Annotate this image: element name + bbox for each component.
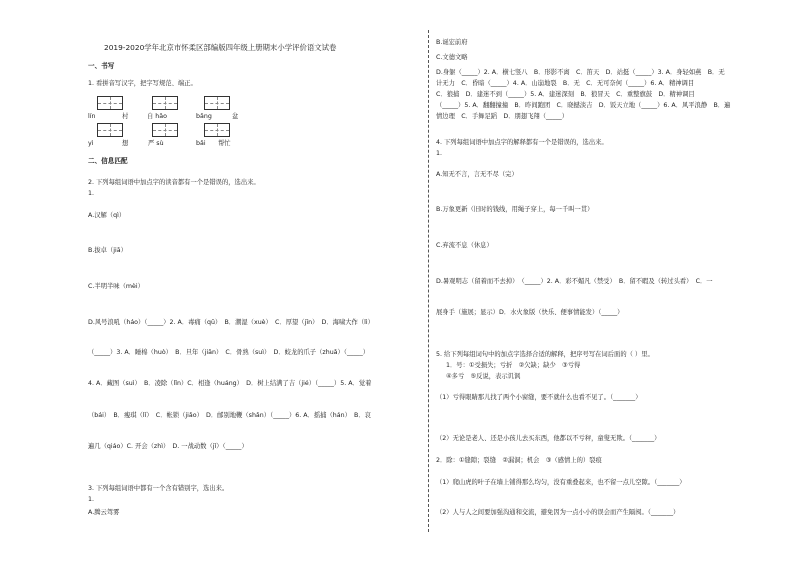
sentence-item: （1）爬山虎的叶子在墙上铺得那么均匀，没有重叠起来，也不留一点儿空隙。（_______） — [436, 479, 686, 486]
answer-option: B.诞宏前府 — [436, 39, 468, 46]
answer-option: D.风号浪吼（háo）（_____）2. A．毒痛（qū） B．潮湿（xuè） C．厚望（jīn） D．海啸大作（lì） — [88, 319, 374, 326]
answer-option: D.暑观明志（留着而不去掉） （_____）2. A．彩不媚凡（禁受） B．留不暇及（转过头看） C．一 — [436, 278, 713, 285]
answer-option: A.知无不言，言无不尽（完） — [436, 171, 518, 178]
pinyin-label: bǎi — [196, 140, 206, 147]
answer-option: 4. A．藏图（suì） B．凌除（lǐn）C．相逢（huáng） D．树上结满了吉（jié）（_____）5. A．觉着 — [88, 380, 372, 387]
sentence-item: （1）亏得眼睛那儿找了两个小窗缝，要不就什么也看不见了。（_______） — [436, 394, 642, 401]
answer-option: （_____）5. A．翻翻撞撞 B．昨间跑团 C．晓撼淡吉 D．饭天立地（_____）6. A．风平浪静 B．遍 — [436, 102, 731, 109]
column-divider — [428, 30, 429, 532]
answer-option: 计无力 C．昏暗（_____）4. A．山崩地裂 B．无 C．无可奈何（_____）6. A．精神调目 — [436, 80, 695, 87]
writing-grid — [97, 123, 123, 137]
pinyin-label: 严 sù — [148, 140, 164, 147]
question-text: 5. 给下列每组词句中的加点字选择合适的解释，把序号写在词后面的（ ）里。 — [436, 351, 654, 358]
answer-option: 展身手（施展；显示）D．水火象版（快乐、便事情能发）（_____） — [436, 309, 624, 316]
writing-grid — [152, 96, 178, 110]
question-text: 4. 下列每组词语中加点字的解释都有一个是错误的，选出来。 — [436, 139, 608, 146]
answer-option: D.身躯（_____）2. A．横七竖八 B．形影不离 C．笛天 D．站挺（_____）3. A．身轻如燕 B．无 — [436, 69, 725, 76]
word-label: 帮忙 — [218, 140, 231, 147]
writing-grid — [152, 123, 178, 137]
answer-option: C.弃流不息（休息） — [436, 242, 493, 249]
answer-option: 情边理 C．手舞足蹈 D．朋翅飞翔（_____） — [436, 113, 569, 120]
pinyin-label: 自 hǎo — [147, 113, 168, 120]
sentence-item: （2）无论是老人、还是小孩儿去买东西，他都以不亏秤，童叟无欺。（_______） — [436, 435, 661, 442]
answer-option: C．狼捕 D．建迷不到（_____）5. A．建迷深刻 B．狼冒天 C．重整旗鼓 D．精神调目 — [436, 91, 695, 98]
question-text: 1. 看拼音写汉字，把字写规范、端正。 — [88, 80, 197, 87]
section-heading: 一、书写 — [88, 62, 115, 70]
question-text: 2. 下列每组词语中加点字的读音都有一个是错误的，选出来。 — [88, 179, 260, 186]
question-number: 1. — [436, 150, 443, 157]
answer-option: B.拔卓（jiā） — [88, 247, 127, 254]
page-title: 2019-2020学年北京市怀柔区部编版四年级上册期末小学评价语文试卷 — [104, 43, 337, 52]
answer-option: C.半明半味（mèi） — [88, 283, 144, 290]
pinyin-label: yì — [88, 140, 94, 147]
answer-option: A.腾云驾雾 — [88, 509, 120, 516]
question-number: 1. — [88, 190, 95, 197]
definition-list: ④多亏 ⑤反说，表示讥讽 — [446, 373, 521, 380]
writing-grid — [97, 96, 123, 110]
answer-option: C.文德文略 — [436, 54, 468, 61]
answer-option: A.汉解（qì） — [88, 212, 126, 219]
pinyin-label: lín — [88, 113, 96, 120]
writing-grid — [204, 96, 230, 110]
answer-option: （_____）3. A．睡棉（huò） B．旦年（jiān） C．骨熟（suì） D．蛟龙的爪子（zhuǎ）（_____） — [88, 349, 370, 356]
sentence-item: （2）人与人之间要加强沟通和交流，避免因为一点小小的误会而产生隔阂。（_______） — [436, 509, 680, 516]
question-text: 3. 下列每组词语中都有一个含有错别字，选出来。 — [88, 485, 229, 492]
pinyin-label: bǎng — [196, 113, 212, 120]
definition-list: 2．除：①缝隙；裂缝 ②漏洞；机会 ③（感情上的）裂痕 — [436, 457, 602, 464]
word-label: 盆 — [232, 113, 239, 120]
word-label: 想 — [122, 140, 129, 147]
answer-option: 遍几（qiáo）C. 开会（zhì） D. 一战动数（jǐ）（_____） — [88, 443, 248, 450]
answer-option: （bái） B．瘦琪（lǐ） C．帐锁（jiǎo） D．邮别地鞭（shǎn）（_____）6. A．摇捕（hán） B．哀 — [88, 412, 371, 419]
answer-option: B.万象更新（旧时的钱线，用绳子穿上，每一千叫一贯） — [436, 206, 594, 213]
definition-list: 1．号：①受损失；亏折 ②欠缺；缺少 ③亏得 — [446, 362, 581, 369]
section-heading: 二、信息匹配 — [88, 157, 128, 165]
question-number: 1. — [88, 496, 95, 503]
writing-grid — [204, 123, 230, 137]
word-label: 村 — [122, 113, 129, 120]
